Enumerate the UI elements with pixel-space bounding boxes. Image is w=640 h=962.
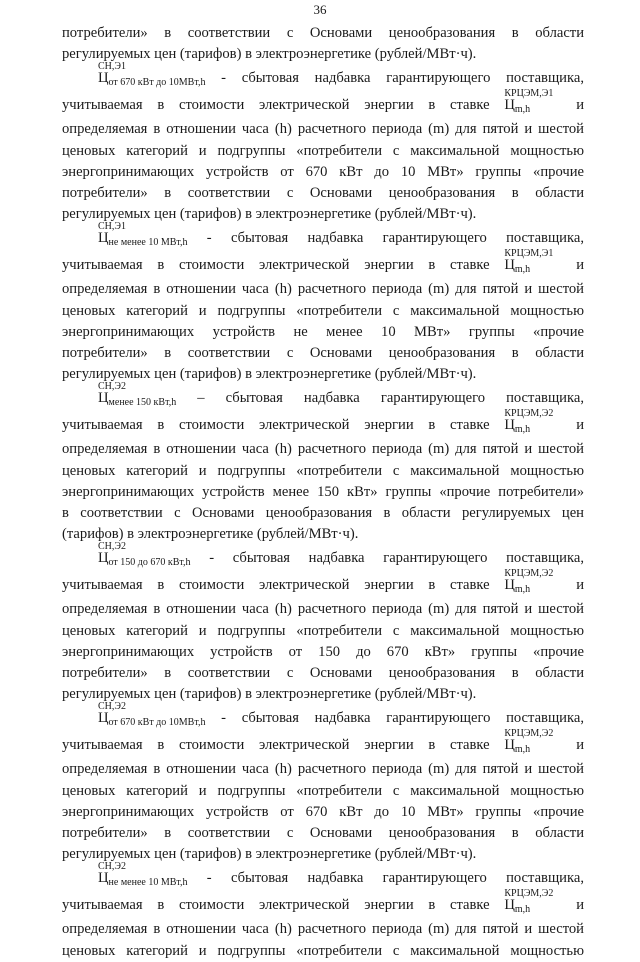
definition-paragraph [62,221,584,385]
text-line: потребители» в соответствии с Основами ценообразования в области [62,25,584,41]
symbol-letter: Ц [98,70,109,87]
definition-paragraph [62,701,584,865]
text-line: потребители» в соответствии с Основами ценообразования в области [62,825,584,842]
rate-symbol-subscript: m,h [514,264,531,276]
text-line: учитываемая в стоимости электрической энергии в ставке [62,897,490,914]
symbol [98,221,188,249]
text-line: ценовых категорий и подгруппы «потребители с максимальной мощностью [62,942,584,959]
rate-tail: и [576,257,584,274]
rate-symbol-subscript: m,h [514,584,531,596]
rate-symbol-letter: Ц [504,417,515,434]
symbol-subscript: от 670 кВт до 10МВт,h [108,77,206,89]
text-line: энергопринимающих устройств от 150 до 670 кВт» группы «прочие [62,643,584,660]
rate-symbol-letter: Ц [504,577,515,594]
symbol-superscript: СН,Э2 [98,541,126,553]
rate-symbol-superscript: КРЦЭМ,Э2 [504,408,554,420]
text-line: регулируемых цен (тарифов) в электроэнергетике (рублей/МВт·ч). [62,46,477,63]
rate-symbol-letter: Ц [504,897,515,914]
rate-symbol-subscript: m,h [514,904,531,916]
symbol-subscript: не менее 10 МВт,h [108,237,188,249]
symbol-superscript: СН,Э1 [98,221,126,233]
rate-tail: и [576,737,584,754]
text-line: - сбытовая надбавка гарантирующего поставщика, [205,70,584,87]
text-line: ценовых категорий и подгруппы «потребители с максимальной мощностью [62,142,584,159]
text-line: учитываемая в стоимости электрической энергии в ставке [62,577,490,594]
rate-line [62,408,584,439]
text-line: учитываемая в стоимости электрической энергии в ставке [62,737,490,754]
rate-tail: и [576,897,584,914]
document-body [62,23,584,962]
rate-tail: и [576,417,584,434]
symbol-superscript: СН,Э1 [98,61,126,73]
rate-symbol-superscript: КРЦЭМ,Э1 [504,248,554,260]
rate-symbol-subscript: m,h [514,104,531,116]
symbol [98,61,206,89]
symbol-letter: Ц [98,710,109,727]
symbol-superscript: СН,Э2 [98,861,126,873]
rate-symbol [504,728,554,756]
text-line: учитываемая в стоимости электрической энергии в ставке [62,257,490,274]
symbol [98,541,191,569]
symbol-letter: Ц [98,230,109,247]
text-line: регулируемых цен (тарифов) в электроэнергетике (рублей/МВт·ч). [62,206,477,223]
page-number: 36 [313,2,327,17]
rate-symbol-superscript: КРЦЭМ,Э2 [504,728,554,740]
text-line: определяемая в отношении часа (h) расчетного периода (m) для пятой и шестой [62,441,584,458]
text-line: потребители» в соответствии с Основами ценообразования в области [62,185,584,202]
text-line: ценовых категорий и подгруппы «потребители с максимальной мощностью [62,302,584,319]
rate-symbol-superscript: КРЦЭМ,Э2 [504,568,554,580]
definition-paragraph [62,61,584,225]
text-line: определяемая в отношении часа (h) расчетного периода (m) для пятой и шестой [62,761,584,778]
symbol-subscript: от 670 кВт до 10МВт,h [108,717,206,729]
text-line: ценовых категорий и подгруппы «потребители с максимальной мощностью [62,462,584,479]
rate-symbol [504,888,554,916]
symbol [98,381,177,409]
rate-symbol [504,568,554,596]
rate-line [62,88,584,119]
definition-paragraph [62,381,584,545]
text-line: энергопринимающих устройств от 670 кВт до 10 МВт» группы «прочие [62,803,584,820]
rate-symbol [504,248,554,276]
rate-symbol-superscript: КРЦЭМ,Э2 [504,888,554,900]
definition-paragraph [62,861,584,961]
text-line: регулируемых цен (тарифов) в электроэнергетике (рублей/МВт·ч). [62,366,477,383]
symbol-letter: Ц [98,870,109,887]
rate-symbol [504,88,554,116]
text-line: - сбытовая надбавка гарантирующего поставщика, [205,710,584,727]
rate-tail: и [576,97,584,114]
rate-symbol-letter: Ц [504,737,515,754]
text-line: – сбытовая надбавка гарантирующего поставщика, [176,390,584,407]
symbol [98,861,188,889]
symbol-subscript: не менее 10 МВт,h [108,877,188,889]
intro-paragraph [62,23,584,65]
text-line: потребители» в соответствии с Основами ценообразования в области [62,345,584,362]
rate-symbol-subscript: m,h [514,744,531,756]
text-line: ценовых категорий и подгруппы «потребители с максимальной мощностью [62,782,584,799]
text-line: (тарифов) в электроэнергетике (рублей/МВт·ч). [62,526,359,543]
text-line: - сбытовая надбавка гарантирующего поставщика, [187,230,584,247]
symbol [98,701,206,729]
symbol-superscript: СН,Э2 [98,701,126,713]
rate-tail: и [576,577,584,594]
text-line: определяемая в отношении часа (h) расчетного периода (m) для пятой и шестой [62,921,584,938]
text-line: учитываемая в стоимости электрической энергии в ставке [62,97,490,114]
rate-line [62,888,584,919]
rate-symbol [504,408,554,436]
rate-line [62,728,584,759]
definition-paragraph [62,541,584,705]
rate-symbol-superscript: КРЦЭМ,Э1 [504,88,554,100]
rate-symbol-subscript: m,h [514,424,531,436]
symbol-subscript: менее 150 кВт,h [108,397,177,409]
symbol-subscript: от 150 до 670 кВт,h [108,557,191,569]
text-line: ценовых категорий и подгруппы «потребители с максимальной мощностью [62,622,584,639]
text-line: - сбытовая надбавка гарантирующего поставщика, [190,550,584,567]
rate-line [62,568,584,599]
symbol-superscript: СН,Э2 [98,381,126,393]
text-line: в соответствии с Основами ценообразования в области регулируемых цен [62,505,584,522]
text-line: потребители» в соответствии с Основами ценообразования в области [62,665,584,682]
text-line: энергопринимающих устройств менее 150 кВт» группы «прочие потребители» [62,483,584,500]
text-line: - сбытовая надбавка гарантирующего поставщика, [187,870,584,887]
text-line: определяемая в отношении часа (h) расчетного периода (m) для пятой и шестой [62,601,584,618]
text-line: регулируемых цен (тарифов) в электроэнергетике (рублей/МВт·ч). [62,686,477,703]
symbol-letter: Ц [98,550,109,567]
text-line: учитываемая в стоимости электрической энергии в ставке [62,417,490,434]
rate-symbol-letter: Ц [504,257,515,274]
text-line: энергопринимающих устройств от 670 кВт до 10 МВт» группы «прочие [62,163,584,180]
text-line: энергопринимающих устройств не менее 10 МВт» группы «прочие [62,323,584,340]
symbol-letter: Ц [98,390,109,407]
text-line: определяемая в отношении часа (h) расчетного периода (m) для пятой и шестой [62,121,584,138]
rate-symbol-letter: Ц [504,97,515,114]
definition-list [62,61,584,961]
rate-line [62,248,584,279]
text-line: определяемая в отношении часа (h) расчетного периода (m) для пятой и шестой [62,281,584,298]
text-line: регулируемых цен (тарифов) в электроэнергетике (рублей/МВт·ч). [62,846,477,863]
